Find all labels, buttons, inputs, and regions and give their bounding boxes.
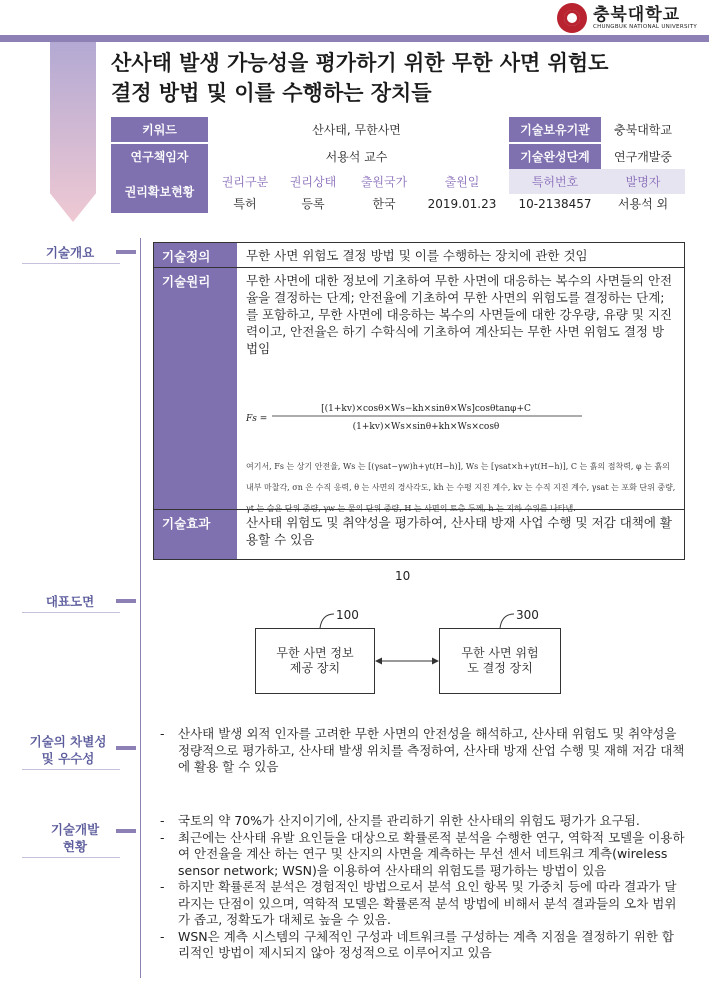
section-marker-status [116,829,136,833]
rights-header-date: 출원일 [444,175,480,189]
info-provider-box: 무한 사면 정보 제공 장치 [255,628,375,694]
title-line-2: 결정 방법 및 이를 수행하는 장치들 [111,81,432,105]
ref-number-100: 100 [336,608,359,622]
researcher-value: 서용석 교수 [325,150,388,164]
top-band [0,35,709,42]
stage-label: 기술완성단계 [509,144,601,169]
effect-text: 산사태 위험도 및 취약성을 평가하여, 산사태 방재 사업 수행 및 저감 대책에 활용할 수 있음 [246,515,672,547]
section-underline-status [22,857,120,858]
university-seal-icon [557,3,587,33]
rights-value-patent-no: 10-2138457 [518,196,592,211]
status-bullet-list [160,813,685,962]
formula-numerator: [(1+kv)×cosθ×Ws−kh×sinθ×Ws]cosθtanφ+C [321,404,531,414]
logo-name-en: CHUNGBUK NATIONAL UNIVERSITY [592,24,697,30]
rights-value-date: 2019.01.23 [427,196,497,211]
diff-bullet-list [160,726,685,776]
rights-header-status: 권리상태 [289,175,337,189]
rights-value-country: 한국 [372,197,396,211]
rights-header-inventor: 발명자 [601,169,685,194]
list-item: - 국토의 약 70%가 산지이기에, 산지를 관리하기 위한 산사태의 위험도 평가가 요구됨. [160,813,640,828]
logo-name-ko: 충북대학교 [592,5,681,25]
list-item: - WSN은 계측 시스템의 구체적인 구성과 네트워크를 구성하는 계측 지점을 결정하기 위한 합리적인 방법이 제시되지 않아 정성적으로 이루어지고 있음 [160,928,674,960]
formula-denominator: (1+kv)×Ws×sinθ+kh×Ws×cosθ [352,422,500,432]
reference-leaders [250,600,560,630]
section-underline-diff [22,769,120,770]
definition-text: 무한 사면 위험도 결정 방법 및 이를 수행하는 장치에 관한 것임 [246,248,588,263]
row-effect [154,510,684,559]
page-title [111,48,701,108]
section-timeline-line [140,238,141,978]
section-label-status: 기술개발 현황 [50,822,100,854]
formula-variables-text: 여기서, Fs 는 상기 안전율, Ws 는 [(γsat−γw)h+γt(H−h)], Ws 는 [γsat×h+γt(H−h)], C 는 흙의 점착력, φ 는 흙의 내부 마찰각, σn 은 수직 응력, θ 는 사면의 경사각도, kh 는 수평 지진 계수, kv 는 수직 지진 계수, γsat 는 포화 단위 중량, [246,462,676,492]
researcher-label: 연구책임자 [111,144,208,169]
figure-number: 10 [395,569,411,583]
leader-300 [500,614,514,628]
definition-label: 기술정의 [154,243,237,267]
leader-100 [320,614,334,628]
stage-value: 연구개발중 [614,150,672,164]
row-definition [154,243,684,267]
rights-header-type: 권리구분 [221,175,269,189]
rights-value-status: 등록 [301,197,325,211]
effect-label: 기술효과 [154,510,237,559]
section-marker-diff [116,746,136,750]
principle-text: 무한 사면에 대한 정보에 기초하여 무한 사면에 대응하는 복수의 사면들의 안전율을 결정하는 단계; 안전율에 기초하여 무한 사면의 위험도를 결정하는 단계; 를 포함하고, 무한 사면에 대응하는 복수의 사면들에 대한 강우량, 유량 및 지진력이고, 안전율은 하기 수학식에 기초하여 계산되는 무한 사면 위험도 결정 방법임 [246,273,673,356]
overview-table [153,242,685,560]
section-underline-drawing [22,612,120,613]
rights-header-country: 출원국가 [360,175,408,189]
section-label-diff: 기술의 차별성 및 우수성 [29,734,107,766]
bidirectional-arrow-icon [375,655,439,667]
rights-value-inventor: 서용석 외 [617,197,669,211]
row-principle [154,268,684,509]
university-logo [557,3,697,33]
section-marker-drawing [116,599,136,603]
principle-label: 기술원리 [154,268,237,509]
section-marker-overview [116,250,136,254]
rights-value-type: 특허 [233,197,257,211]
title-line-1: 산사태 발생 가능성을 평가하기 위한 무한 사면 위험도 [111,51,609,75]
list-item: - 산사태 발생 외적 인자를 고려한 무한 사면의 안전성을 해석하고, 산사태 위험도 및 취약성을 정량적으로 평가하고, 산사태 발생 위치를 측정하여, 산사태 방재 산업 수행 및 재해 저감 대책에 활용 할 수 있음 [160,726,685,774]
list-item: - 최근에는 산사태 유발 요인들을 대상으로 확률론적 분석을 수행한 연구, 역학적 모델을 이용하여 안전율을 계산 하는 연구 및 산지의 사면을 계측하는 무선 센서 네트워크 계측(wireless sensor network; WSN)을 이용하여 산사태의 위험도를 평가하는 방법이 있음 [160,829,685,878]
list-item: - 하지만 확률론적 분석은 경험적인 방법으로서 분석 요인 항목 및 가중치 등에 따라 결과가 달라지는 단점이 있으며, 역학적 모델은 확률론적 분석 방법에 비해서 분석 결과들의 오차 범위가 좁고, 정확도가 대체로 높을 수 있음. [160,879,677,927]
keyword-label: 키워드 [111,117,208,142]
holder-label: 기술보유기관 [509,117,601,142]
safety-factor-formula [246,400,666,434]
section-label-overview: 기술개요 [45,245,95,260]
holder-value: 충북대학교 [614,123,672,137]
risk-determination-box: 무한 사면 위험도 결정 장치 [439,628,561,694]
rights-header-patent-no: 특허번호 [509,169,601,194]
section-label-drawing: 대표도면 [45,594,95,609]
formula-lhs: Fs = [246,414,268,424]
keyword-value: 산사태, 무한사면 [312,123,401,137]
rights-label: 권리확보현황 [111,169,208,213]
ref-number-300: 300 [516,608,539,622]
section-underline-overview [22,263,120,264]
decorative-ribbon [50,42,96,222]
